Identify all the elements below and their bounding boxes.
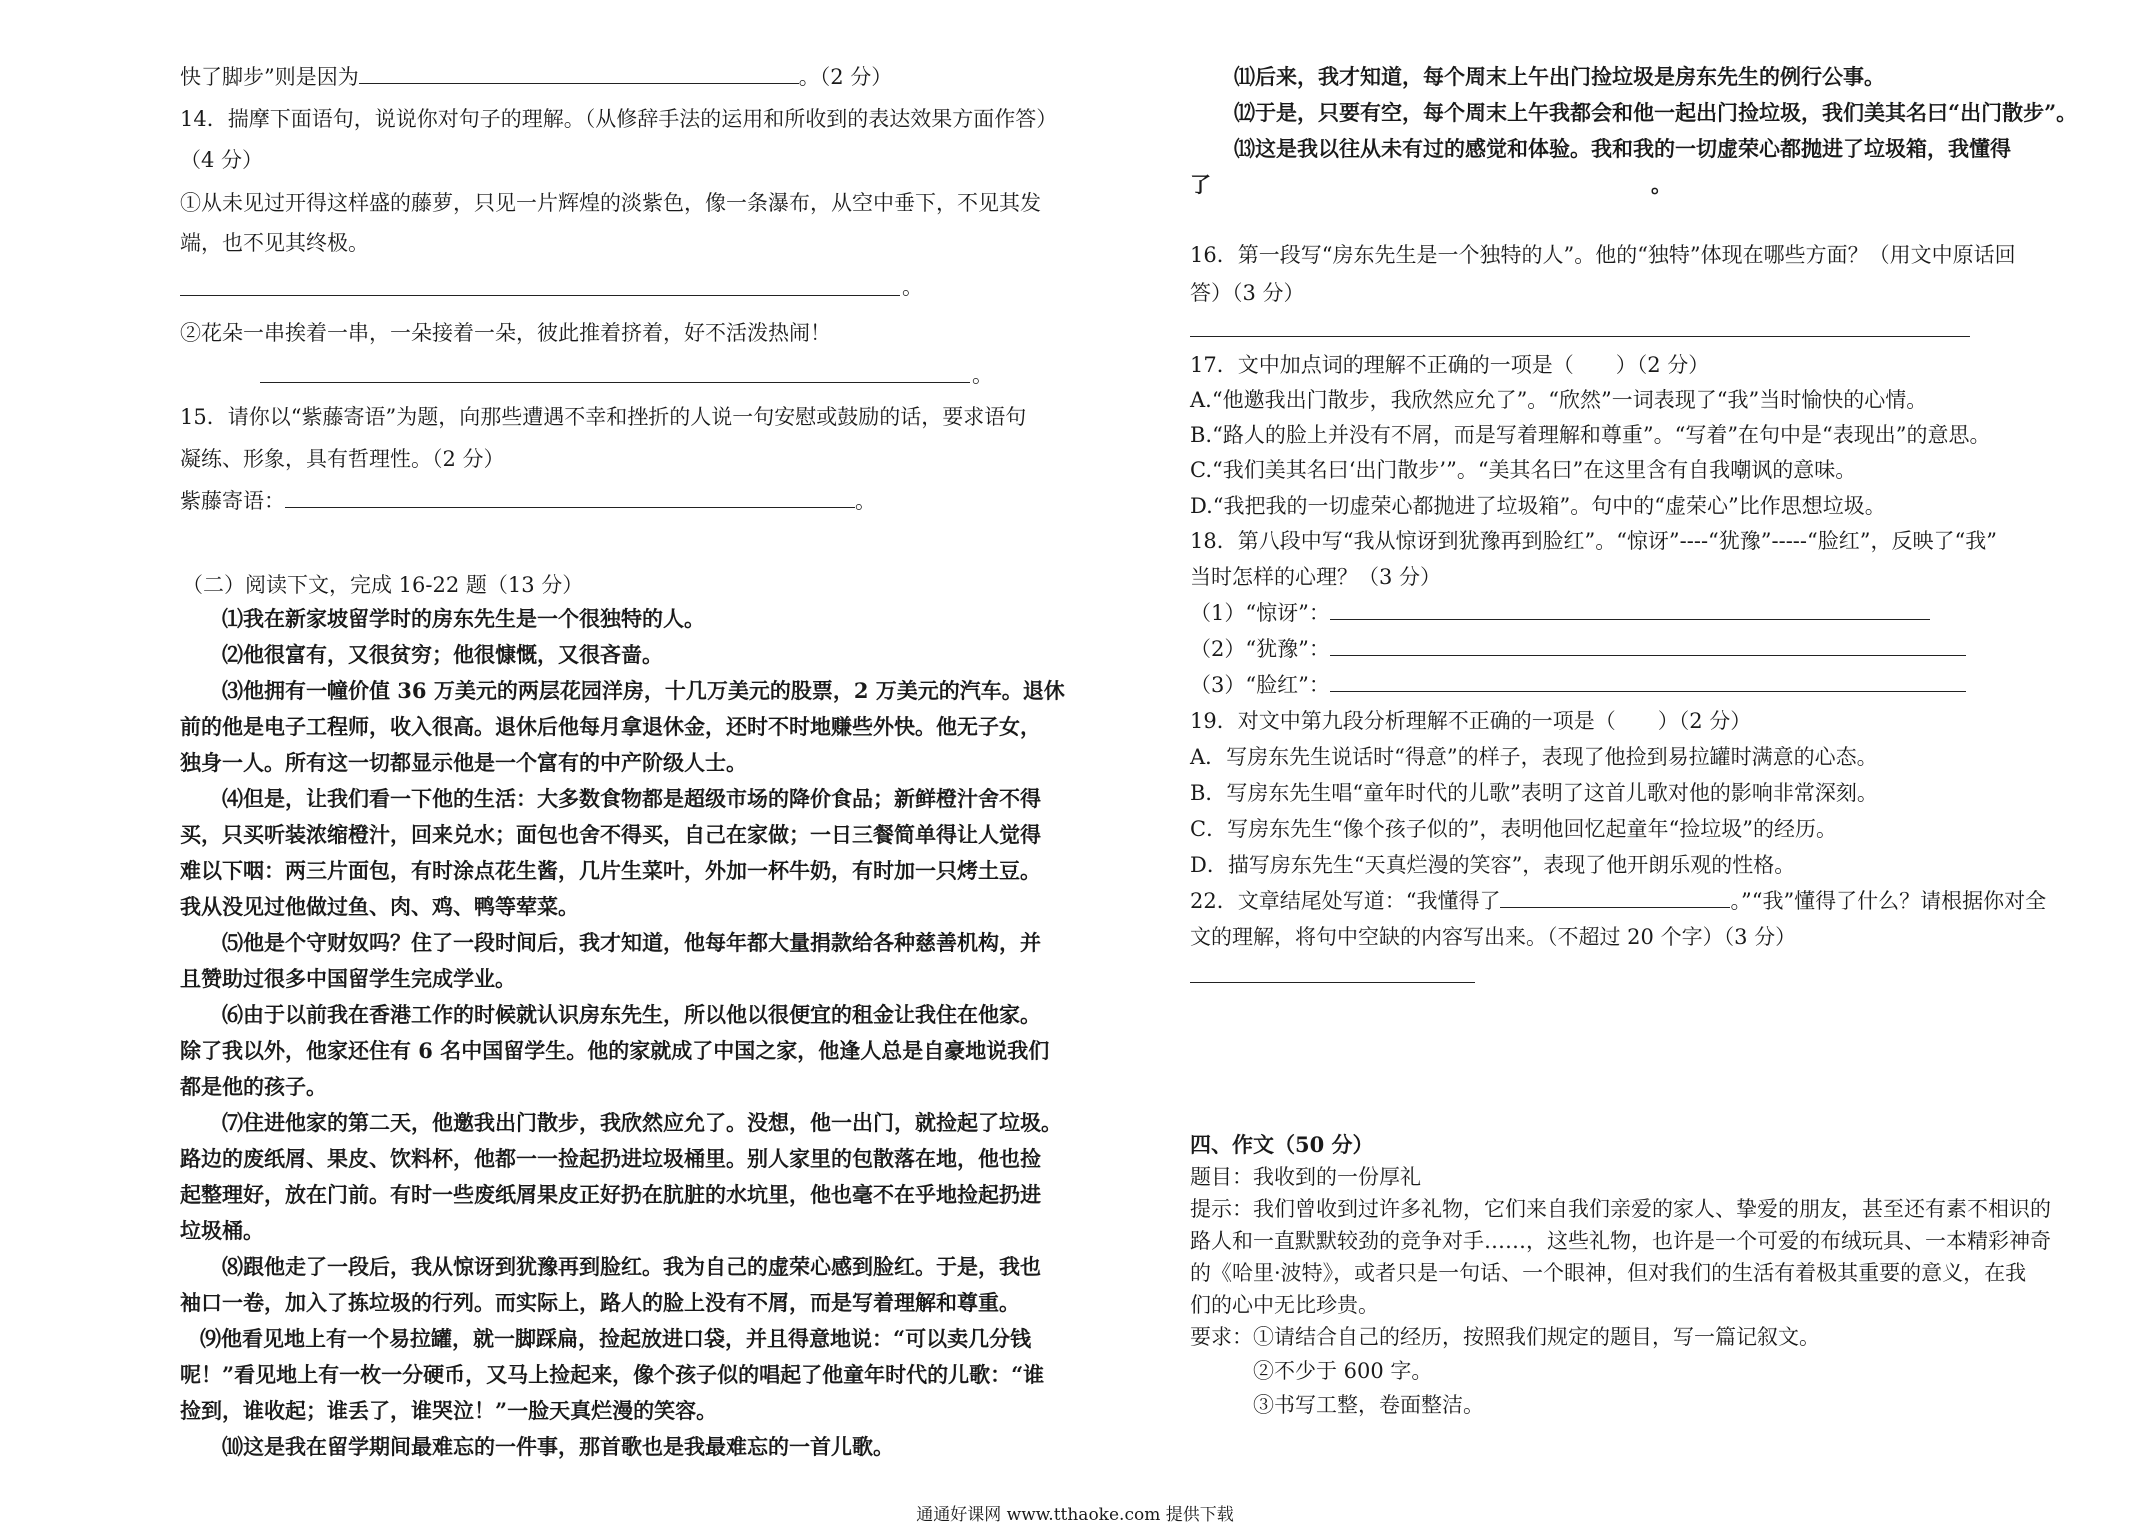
essay-tip: 的《哈里·波特》，或者只是一句话、一个眼神，但对我们的生活有着极其重要的意义，在我 bbox=[1190, 1261, 2027, 1285]
para-3: ⑶他拥有一幢价值 36 万美元的两层花园洋房，十几万美元的股票，2 万美元的汽车。退休 bbox=[222, 678, 1065, 703]
essay-requirement: 要求：①请结合自己的经历，按照我们规定的题目，写一篇记叙文。 bbox=[1190, 1325, 1820, 1349]
q16-prompt-cont: 答）（3 分） bbox=[1190, 281, 1305, 305]
para-5: 且赞助过很多中国留学生完成学业。 bbox=[180, 966, 516, 991]
answer-blank[interactable] bbox=[1500, 887, 1730, 908]
para-11: ⑾后来，我才知道，每个周末上午出门捡垃圾是房东先生的例行公事。 bbox=[1234, 64, 1885, 89]
answer-blank[interactable] bbox=[1330, 671, 1966, 692]
para-6: 都是他的孩子。 bbox=[180, 1074, 327, 1099]
para-7: 垃圾桶。 bbox=[180, 1218, 264, 1243]
q18-item-3: （3）“脸红”： bbox=[1190, 670, 1966, 700]
para-7: ⑺住进他家的第二天，他邀我出门散步，我欣然应允了。没想，他一出门，就捡起了垃圾。 bbox=[222, 1110, 1062, 1135]
q17-option-b[interactable]: B.“路人的脸上并没有不屑，而是写着理解和尊重”。“写着”在句中是“表现出”的意思。 bbox=[1190, 423, 1991, 447]
q18-prompt-cont: 当时怎样的心理？（3 分） bbox=[1190, 565, 1442, 589]
q14-sentence-2: ②花朵一串挨着一串，一朵接着一朵，彼此推着挤着，好不活泼热闹！ bbox=[180, 321, 831, 345]
para-3: 前的他是电子工程师，收入很高。退休后他每月拿退休金，还时不时地赚些外快。他无子女， bbox=[180, 714, 1041, 739]
q19-option-c[interactable]: C．写房东先生“像个孩子似的”，表明他回忆起童年“捡垃圾”的经历。 bbox=[1190, 817, 1838, 841]
para-8: ⑻跟他走了一段后，我从惊讶到犹豫再到脸红。我为自己的虚荣心感到脸红。于是，我也 bbox=[222, 1254, 1041, 1279]
para-10: ⑽这是我在留学期间最难忘的一件事，那首歌也是我最难忘的一首儿歌。 bbox=[222, 1434, 894, 1459]
para-6: ⑹由于以前我在香港工作的时候就认识房东先生，所以他以很便宜的租金让我住在他家。 bbox=[222, 1002, 1041, 1027]
q14-prompt: 14．揣摩下面语句，说说你对句子的理解。（从修辞手法的运用和所收到的表达效果方面作答） bbox=[180, 107, 1058, 131]
q22-prompt-cont: 文的理解，将句中空缺的内容写出来。（不超过 20 个字）（3 分） bbox=[1190, 925, 1797, 949]
q15-answer-row: 紫藤寄语： 。 bbox=[180, 489, 876, 513]
answer-line[interactable] bbox=[1190, 982, 1475, 983]
q22-prompt: 22．文章结尾处写道：“我懂得了 。”“我”懂得了什么？请根据你对全 bbox=[1190, 889, 2047, 913]
footer-credit: 通通好课网 www.tthaoke.com 提供下载 bbox=[916, 1505, 1234, 1525]
essay-tip: 路人和一直默默较劲的竞争对手……，这些礼物，也许是一个可爱的布绒玩具、一本精彩神奇 bbox=[1190, 1229, 2051, 1253]
section-4-heading: 四、作文（50 分） bbox=[1190, 1132, 1374, 1157]
q14-sentence-1: ①从未见过开得这样盛的藤萝，只见一片辉煌的淡紫色，像一条瀑布，从空中垂下，不见其发 bbox=[180, 191, 1041, 215]
para-4: 难以下咽：两三片面包，有时涂点花生酱，几片生菜叶，外加一杯牛奶，有时加一只烤土豆。 bbox=[180, 858, 1041, 883]
q19-option-a[interactable]: A．写房东先生说话时“得意”的样子，表现了他捡到易拉罐时满意的心态。 bbox=[1190, 745, 1878, 769]
q17-option-a[interactable]: A.“他邀我出门散步，我欣然应允了”。“欣然”一词表现了“我”当时愉快的心情。 bbox=[1190, 388, 1928, 412]
essay-tip: 们的心中无比珍贵。 bbox=[1190, 1293, 1379, 1317]
para-7: 起整理好，放在门前。有时一些废纸屑果皮正好扔在肮脏的水坑里，他也毫不在乎地捡起扔进 bbox=[180, 1182, 1041, 1207]
period: 。 bbox=[972, 363, 993, 387]
answer-blank[interactable] bbox=[1330, 635, 1966, 656]
para-9: 呢！”看见地上有一枚一分硬币，又马上捡起来，像个孩子似的唱起了他童年时代的儿歌：“谁 bbox=[180, 1362, 1045, 1387]
answer-line[interactable] bbox=[1190, 336, 1970, 337]
q19-option-b[interactable]: B．写房东先生唱“童年时代的儿歌”表明了这首儿歌对他的影响非常深刻。 bbox=[1190, 781, 1878, 805]
para-13-cont: 了 。 bbox=[1190, 172, 1672, 197]
para-1: ⑴我在新家坡留学时的房东先生是一个很独特的人。 bbox=[222, 606, 705, 631]
answer-blank[interactable] bbox=[359, 63, 799, 84]
para-13: ⒀这是我以往从未有过的感觉和体验。我和我的一切虚荣心都抛进了垃圾箱，我懂得 bbox=[1234, 136, 2011, 161]
para-4: 买，只买听装浓缩橙汁，回来兑水；面包也舍不得买，自己在家做；一日三餐简单得让人觉得 bbox=[180, 822, 1041, 847]
para-2: ⑵他很富有，又很贫穷；他很慷慨，又很吝啬。 bbox=[222, 642, 663, 667]
q15-prompt: 15．请你以“紫藤寄语”为题，向那些遭遇不幸和挫折的人说一句安慰或鼓励的话，要求语句 bbox=[180, 405, 1027, 429]
q19-option-d[interactable]: D．描写房东先生“天真烂漫的笑容”，表现了他开朗乐观的性格。 bbox=[1190, 853, 1796, 877]
q14-score: （4 分） bbox=[180, 148, 264, 172]
q17-option-d[interactable]: D.“我把我的一切虚荣心都抛进了垃圾箱”。句中的“虚荣心”比作思想垃圾。 bbox=[1190, 494, 1886, 518]
para-9: 捡到，谁收起；谁丢了，谁哭泣！”一脸天真烂漫的笑容。 bbox=[180, 1398, 718, 1423]
answer-blank[interactable] bbox=[285, 487, 855, 508]
q15-prompt-cont: 凝练、形象，具有哲理性。（2 分） bbox=[180, 447, 505, 471]
q18-item-2: （2）“犹豫”： bbox=[1190, 634, 1966, 664]
q14-sentence-1-cont: 端，也不见其终极。 bbox=[180, 231, 369, 255]
essay-tip: 提示：我们曾收到过许多礼物，它们来自我们亲爱的家人、挚爱的朋友，甚至还有素不相识的 bbox=[1190, 1197, 2051, 1221]
answer-line[interactable] bbox=[260, 382, 970, 383]
answer-line[interactable] bbox=[180, 295, 900, 296]
para-6: 除了我以外，他家还住有 6 名中国留学生。他的家就成了中国之家，他逢人总是自豪地说我们 bbox=[180, 1038, 1050, 1063]
para-3: 独身一人。所有这一切都显示他是一个富有的中产阶级人士。 bbox=[180, 750, 747, 775]
section-2-heading: （二）阅读下文，完成 16-22 题（13 分） bbox=[182, 573, 584, 597]
para-4: 我从没见过他做过鱼、肉、鸡、鸭等荤菜。 bbox=[180, 894, 579, 919]
para-4: ⑷但是，让我们看一下他的生活：大多数食物都是超级市场的降价食品；新鲜橙汁舍不得 bbox=[222, 786, 1041, 811]
para-8: 袖口一卷，加入了拣垃圾的行列。而实际上，路人的脸上没有不屑，而是写着理解和尊重。 bbox=[180, 1290, 1020, 1315]
para-12: ⑿于是，只要有空，每个周末上午我都会和他一起出门捡垃圾，我们美其名曰“出门散步”。 bbox=[1234, 100, 2078, 125]
q16-prompt: 16．第一段写“房东先生是一个独特的人”。他的“独特”体现在哪些方面？（用文中原话回 bbox=[1190, 243, 2016, 267]
para-5: ⑸他是个守财奴吗？住了一段时间后，我才知道，他每年都大量捐款给各种慈善机构，并 bbox=[222, 930, 1041, 955]
q19-prompt: 19．对文中第九段分析理解不正确的一项是（ ）（2 分） bbox=[1190, 709, 1752, 733]
q17-prompt: 17．文中加点词的理解不正确的一项是（ ）（2 分） bbox=[1190, 353, 1710, 377]
answer-blank[interactable] bbox=[1330, 599, 1930, 620]
q13-tail: 快了脚步”则是因为 。（2 分） bbox=[180, 65, 893, 89]
period: 。 bbox=[902, 275, 923, 299]
para-7: 路边的废纸屑、果皮、饮料杯，他都一一捡起扔进垃圾桶里。别人家里的包散落在地，他也捡 bbox=[180, 1146, 1041, 1171]
q17-option-c[interactable]: C.“我们美其名曰‘出门散步’”。“美其名曰”在这里含有自我嘲讽的意味。 bbox=[1190, 458, 1857, 482]
essay-requirement: ②不少于 600 字。 bbox=[1253, 1359, 1433, 1383]
q18-item-1: （1）“惊讶”： bbox=[1190, 598, 1930, 628]
essay-requirement: ③书写工整，卷面整洁。 bbox=[1253, 1393, 1484, 1417]
para-9: ⑼他看见地上有一个易拉罐，就一脚踩扁，捡起放进口袋，并且得意地说：“可以卖几分钱 bbox=[200, 1326, 1032, 1351]
q18-prompt: 18．第八段中写“我从惊讶到犹豫再到脸红”。“惊讶”----“犹豫”-----“脸红”，反映了“我” bbox=[1190, 529, 1997, 553]
essay-topic: 题目：我收到的一份厚礼 bbox=[1190, 1165, 1421, 1189]
